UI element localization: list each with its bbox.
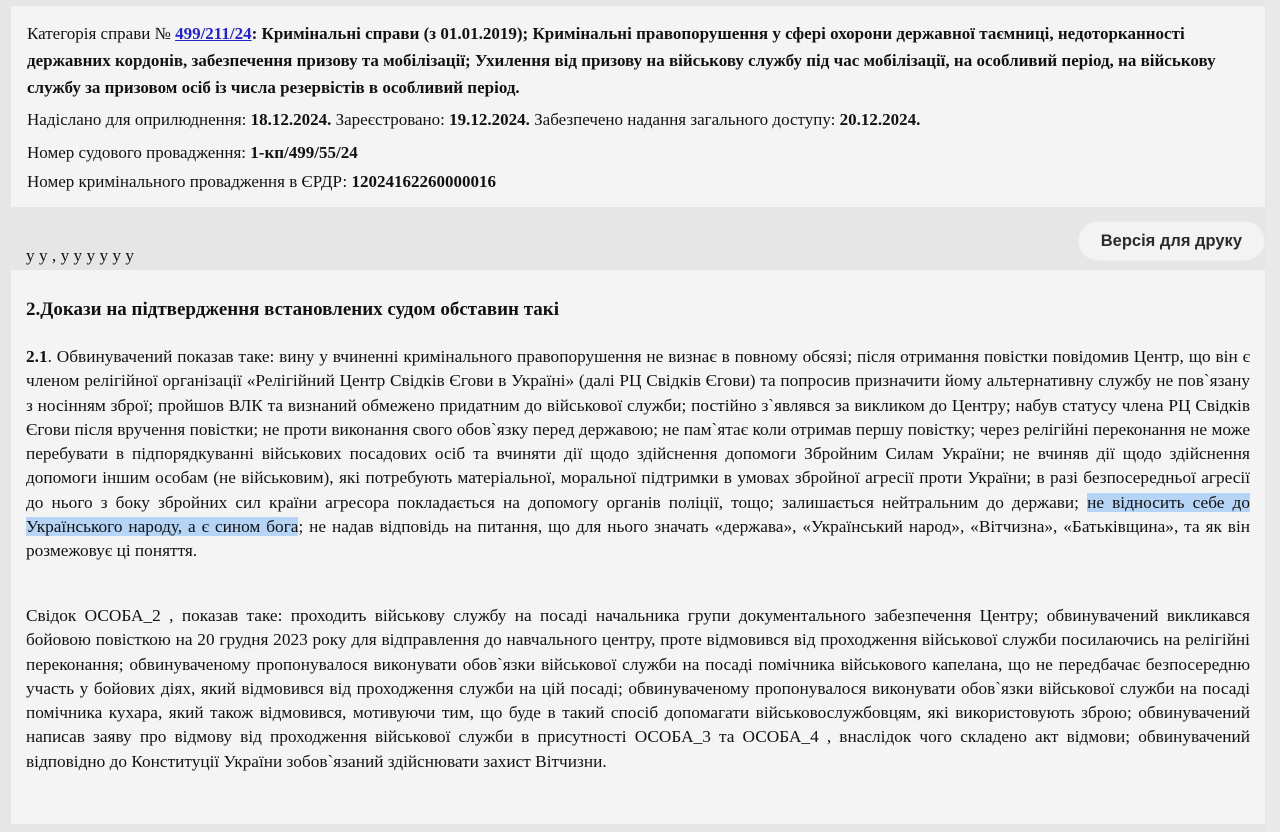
document-text-card[interactable] — [11, 246, 1265, 824]
publication-dates — [27, 105, 1249, 134]
proceeding-number-row — [27, 138, 1249, 167]
sent-label: Надіслано для оприлюднення: — [27, 110, 251, 129]
erdr-label: Номер кримінального провадження в ЄРДР: — [27, 172, 352, 191]
access-label: Забезпечено надання загального доступу: — [529, 110, 840, 129]
category-prefix: Категорія справи № — [27, 24, 176, 43]
page-scrollbar[interactable] — [1266, 0, 1280, 832]
proceeding-number: 1-кп/499/55/24 — [250, 143, 358, 162]
print-version-button[interactable]: Версія для друку — [1079, 222, 1264, 260]
sent-date: 18.12.2024. — [250, 110, 332, 129]
case-category — [27, 20, 1249, 101]
paragraph-text: . Обвинувачений показав таке: вину у вчиненні кримінального правопорушення не визнає в повному обсязі; після отримання повістки повідомив Центр, що він є членом релігійної організації «Релігійний Центр Свідків Єгови в Україні» (далі РЦ Свідків Єгови) та попросив призначити йому альтернативну службу не пов`язану з носінням зброї; пройшов ВЛК та визнаний обмежено придатним до військової служби; постійно з`являвся за викликом до Центру; набув статусу члена РЦ Свідків Єгови після вручення повістки; не проти виконання свого обов`язку перед державою; не пам`ятає коли отримав першу повістку; через релігійні переконання не може перебувати в підпорядкуванні військових посадових осіб та вчиняти дії щодо здійснення допомоги Збройним Силам України; не вчиняв дії щодо здійснення допомоги іншим особам (не військовим), які потребують матеріальної, моральної підтримки в умовах збройної агресії проти України; в разі безпосередньої агресії до нього з боку збройних сил країни агресора покладається на допомогу органів поліції, тощо; залишається нейтральним до держави; — [26, 347, 1250, 512]
erdr-number-row — [27, 167, 1249, 196]
proceeding-label: Номер судового провадження: — [27, 143, 251, 162]
registered-date: 19.12.2024. — [449, 110, 530, 129]
paragraph-text-end: ; не надав відповідь на питання, що для нього значать «держава», «Український народ», «Вітчизна», «Батьківщина», та як він розмежовує ці поняття. — [26, 517, 1250, 561]
paragraph-number: 2.1 — [26, 347, 48, 366]
registered-label: Зареєстровано: — [331, 110, 450, 129]
selected-text-highlight[interactable]: не відносить себе до Українського народу, а є сином бога — [26, 492, 1250, 537]
erdr-number: 12024162260000016 — [351, 172, 497, 191]
section-heading: 2.Докази на підтвердження встановлених судом обставин такі — [26, 299, 560, 320]
access-date: 20.12.2024. — [839, 110, 921, 129]
witness-testimony-paragraph: Свідок ОСОБА_2 , показав таке: проходить військову службу на посаді начальника групи документального забезпечення Центру; обвинувачений викликався бойовою повісткою на 20 грудня 2023 року для відправлення до навчального центру, проте відмовився від проходження військової служби посилаючись на релігійні переконання; обвинуваченому пропонувалося виконувати обов`язки військової служби на посаді помічника військового капелана, що не передбачає безпосередню участь у бойових діях, який відмовився від проходження служби на цій посаді; обвинуваченому пропонувалося виконувати обов`язки військової служби на посаді помічника кухара, який також відмовився, мотивуючи тим, що буде в такий спосіб допомагати військовослужбовцям, які використовують зброю; обвинувачений написав заяву про відмову від проходження військової служби в присутності ОСОБА_3 та ОСОБА_4 , внаслідок чого складено акт відмови; обвинувачений відповідно до Конституції України зобов`язаний здійснювати захист Вітчизни. — [26, 606, 1250, 771]
category-text: : Кримінальні справи (з 01.01.2019); Кримінальні правопорушення у сфері охорони державної таємниці, недоторканності державних кордонів, забезпечення призову та мобілізації; Ухилення від призову на військову службу під час мобілізації, на особливий період, на військову службу за призовом осіб із числа резервістів в особливий період. — [27, 24, 1216, 97]
case-number-link[interactable]: 499/211/24 — [175, 24, 252, 43]
cut-off-text-line: у у , у у у у у у — [26, 246, 135, 265]
case-info-card — [11, 6, 1265, 207]
accused-testimony-paragraph — [26, 345, 1250, 564]
